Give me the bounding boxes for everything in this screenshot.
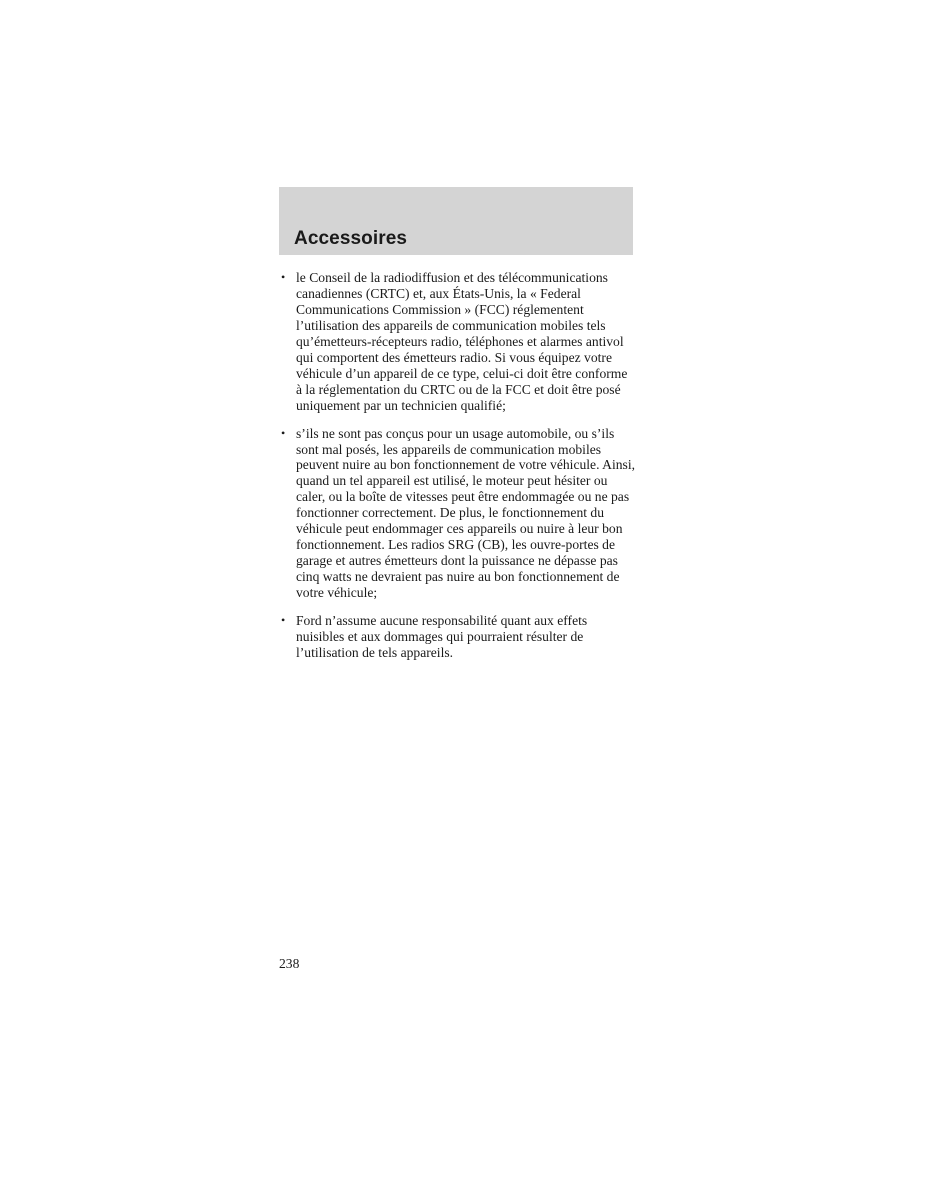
page-number: 238 (279, 956, 300, 971)
list-item (279, 426, 635, 601)
list-item (279, 613, 635, 661)
bullet-icon: • (281, 270, 286, 284)
list-item-text: le Conseil de la radiodiffusion et des télécommunications canadiennes (CRTC) et, aux États-Unis, la « Federal Communications Commission » (FCC) réglementent l’utilisation des appareils de communication mobiles tels qu’émetteurs-récepteurs radio, téléphones et alarmes antivol qui comportent des émetteurs radio. Si vous équipez votre véhicule d’un appareil de ce type, celui-ci doit être conforme à la réglementation du CRTC ou de la FCC et doit être posé uniquement par un technicien qualifié; (296, 270, 628, 413)
section-title: Accessoires (294, 228, 408, 249)
bullet-icon: • (281, 425, 286, 440)
bullet-list (279, 270, 635, 673)
section-header (279, 187, 633, 255)
list-item-text: Ford n’assume aucune responsabilité quant aux effets nuisibles et aux dommages qui pourraient résulter de l’utilisation de tels appareils. (296, 613, 588, 660)
bullet-icon: • (281, 613, 286, 628)
list-item-text: s’ils ne sont pas conçus pour un usage automobile, ou s’ils sont mal posés, les appareils de communication mobiles peuvent nuire au bon fonctionnement de votre véhicule. Ainsi, quand un tel appareil est utilisé, le moteur peut hésiter ou caler, ou la boîte de vitesses peut être endommagée ou ne pas fonctionner correctement. De plus, le fonctionnement du véhicule peut endommager ces appareils ou nuire à leur bon fonctionnement. Les radios SRG (CB), les ouvre-portes de garage et autres émetteurs dont la puissance ne dépasse pas cinq watts ne devraient pas nuire au bon fonctionnement de votre véhicule; (296, 425, 635, 601)
list-item (279, 270, 635, 414)
